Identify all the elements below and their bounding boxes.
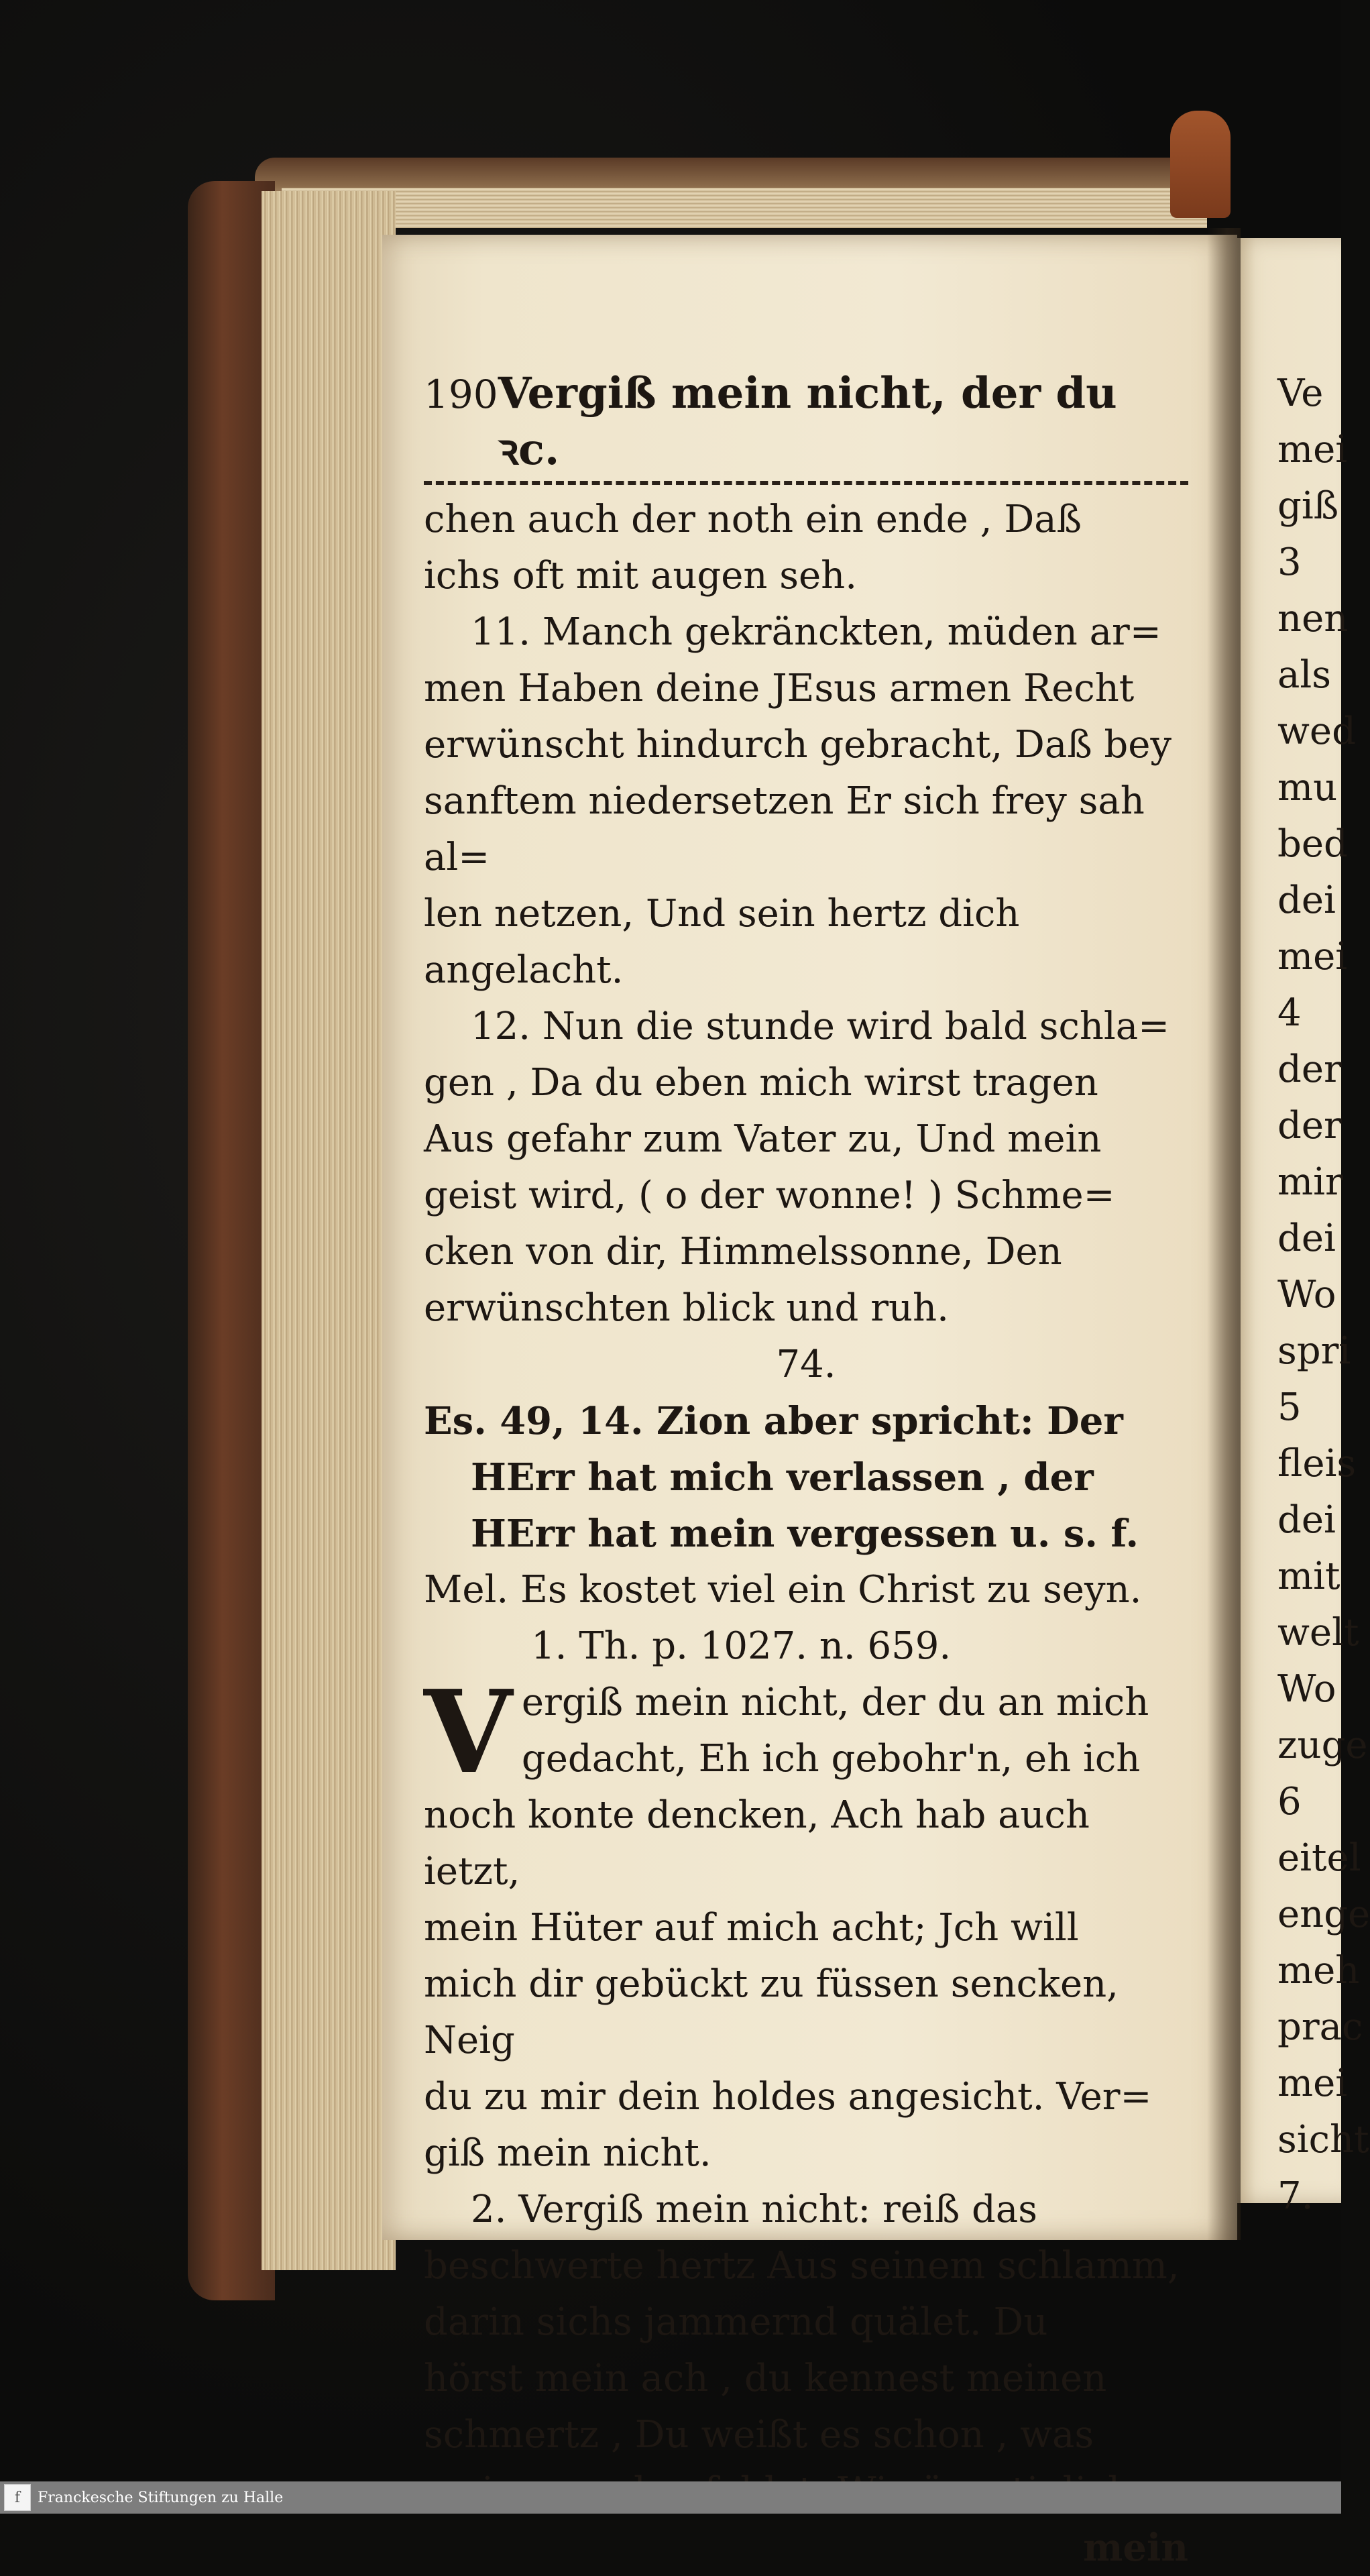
fragment: Wo — [1277, 1273, 1336, 1317]
citation-line: HErr hat mich verlassen , der — [471, 1455, 1094, 1500]
fragment: meh — [1277, 1949, 1360, 1993]
verse-line: gedacht, Eh ich gebohr'n, eh ich — [521, 1737, 1141, 1781]
text-line: erwünscht hindurch gebracht, Daß bey — [424, 723, 1172, 767]
text-line: 12. Nun die stunde wird bald schla= — [471, 1005, 1170, 1048]
verse-line: 2. Vergiß mein nicht: reiß das — [471, 2188, 1038, 2231]
verse-line: hörst mein ach , du kennest meinen — [424, 2357, 1107, 2400]
page-edges-top — [282, 188, 1207, 228]
fragment: mei — [1277, 2062, 1348, 2105]
fragment: als — [1277, 653, 1332, 697]
fragment: 6 — [1277, 1780, 1302, 1824]
fragment: enge — [1277, 1893, 1370, 1936]
text-line: Aus gefahr zum Vater zu, Und mein — [424, 1117, 1102, 1161]
fragment: sicht — [1277, 2118, 1369, 2162]
gutter-shadow — [1207, 228, 1241, 2240]
fragment: mir — [1277, 1160, 1343, 1204]
fragment: 5 — [1277, 1386, 1302, 1429]
institution-name[interactable]: Franckesche Stiftungen zu Halle — [38, 2489, 284, 2506]
page-number: 190 — [424, 372, 498, 417]
fragment: welt — [1277, 1611, 1359, 1655]
book-clasp — [1170, 111, 1231, 218]
verse-line: schmertz , Du weißt es schon , was — [424, 2413, 1094, 2457]
text-line: 11. Manch gekränckten, müden ar= — [471, 610, 1161, 654]
right-page-text — [1277, 366, 1370, 2225]
verse-line: noch konte dencken, Ach hab auch ietzt, — [424, 1793, 1090, 1893]
verse-1 — [424, 1665, 1188, 2182]
verse-line: ergiß mein nicht, der du an mich — [521, 1681, 1149, 1724]
page-text — [424, 366, 1188, 2576]
fragment: wed — [1277, 710, 1356, 753]
fragment: mu — [1277, 766, 1338, 809]
fragment: dei — [1277, 1217, 1336, 1260]
text-line: chen auch der noth ein ende , Daß — [424, 498, 1082, 541]
verse-line: darin sichs jammernd quälet. Du — [424, 2300, 1048, 2344]
fragment: Ve — [1277, 372, 1324, 415]
verse-line: beschwerte hertz Aus seinem schlamm, — [424, 2244, 1180, 2288]
fragment: bed — [1277, 822, 1348, 866]
fragment: spri — [1277, 1329, 1351, 1373]
text-line: gen , Da du eben mich wirst tragen — [424, 1061, 1098, 1105]
verse-line: giß mein nicht. — [424, 2131, 711, 2175]
verse-line: du zu mir dein holdes angesicht. Ver= — [424, 2075, 1152, 2119]
fragment: mit — [1277, 1555, 1340, 1598]
running-header — [424, 366, 1188, 478]
fragment: mei — [1277, 428, 1348, 471]
citation-line: HErr hat mein vergessen u. s. f. — [471, 1512, 1139, 1556]
text-line: geist wird, ( o der wonne! ) Schme= — [424, 1174, 1115, 1217]
fragment: eitel — [1277, 1836, 1361, 1880]
page-edges-left — [262, 191, 396, 2270]
catchword: mein — [1083, 2526, 1188, 2570]
fragment: 4 — [1277, 991, 1302, 1035]
fragment: Wo — [1277, 1667, 1336, 1711]
hymn-number: 74. — [776, 1343, 836, 1386]
melody-line: Mel. Es kostet viel ein Christ zu seyn. — [424, 1568, 1142, 1612]
citation-line: Es. 49, 14. Zion aber spricht: Der — [424, 1399, 1123, 1443]
verse-line: mich dir gebückt zu füssen sencken, Neig — [424, 1962, 1119, 2062]
fragment: der — [1277, 1104, 1342, 1147]
fragment: prac — [1277, 2005, 1363, 2049]
scripture-citation — [424, 1393, 1188, 1562]
text-line: men Haben deine JEsus armen Recht — [424, 667, 1135, 710]
verse-line: mein Hüter auf mich acht; Jch will — [424, 1906, 1079, 1950]
fragment: nen — [1277, 597, 1349, 640]
fragment: 7. — [1277, 2174, 1314, 2218]
fragment: giß — [1277, 484, 1339, 528]
viewer-footer — [0, 2481, 1341, 2514]
fragment: mei — [1277, 935, 1348, 978]
fragment: zuge — [1277, 1724, 1368, 1767]
text-line: len netzen, Und sein hertz dich angelacht. — [424, 892, 1020, 992]
institution-logo-icon: f — [4, 2484, 31, 2511]
text-line: ichs oft mit augen seh. — [424, 554, 857, 598]
verse-2 — [424, 2182, 1188, 2520]
header-rule — [424, 481, 1188, 485]
drop-initial: V — [424, 1665, 512, 1799]
fragment: 3 — [1277, 541, 1302, 584]
text-line: sanftem niedersetzen Er sich frey sah al= — [424, 779, 1145, 879]
fragment: dei — [1277, 1498, 1336, 1542]
fragment: dei — [1277, 879, 1336, 922]
hymnal-reference: 1. Th. p. 1027. n. 659. — [531, 1624, 952, 1668]
text-line: erwünschten blick und ruh. — [424, 1286, 949, 1330]
running-title: Vergiß mein nicht, der du ꝛc. — [498, 368, 1117, 475]
fragment: der — [1277, 1048, 1342, 1091]
text-line: cken von dir, Himmelssonne, Den — [424, 1230, 1062, 1274]
fragment: fleis — [1277, 1442, 1357, 1486]
